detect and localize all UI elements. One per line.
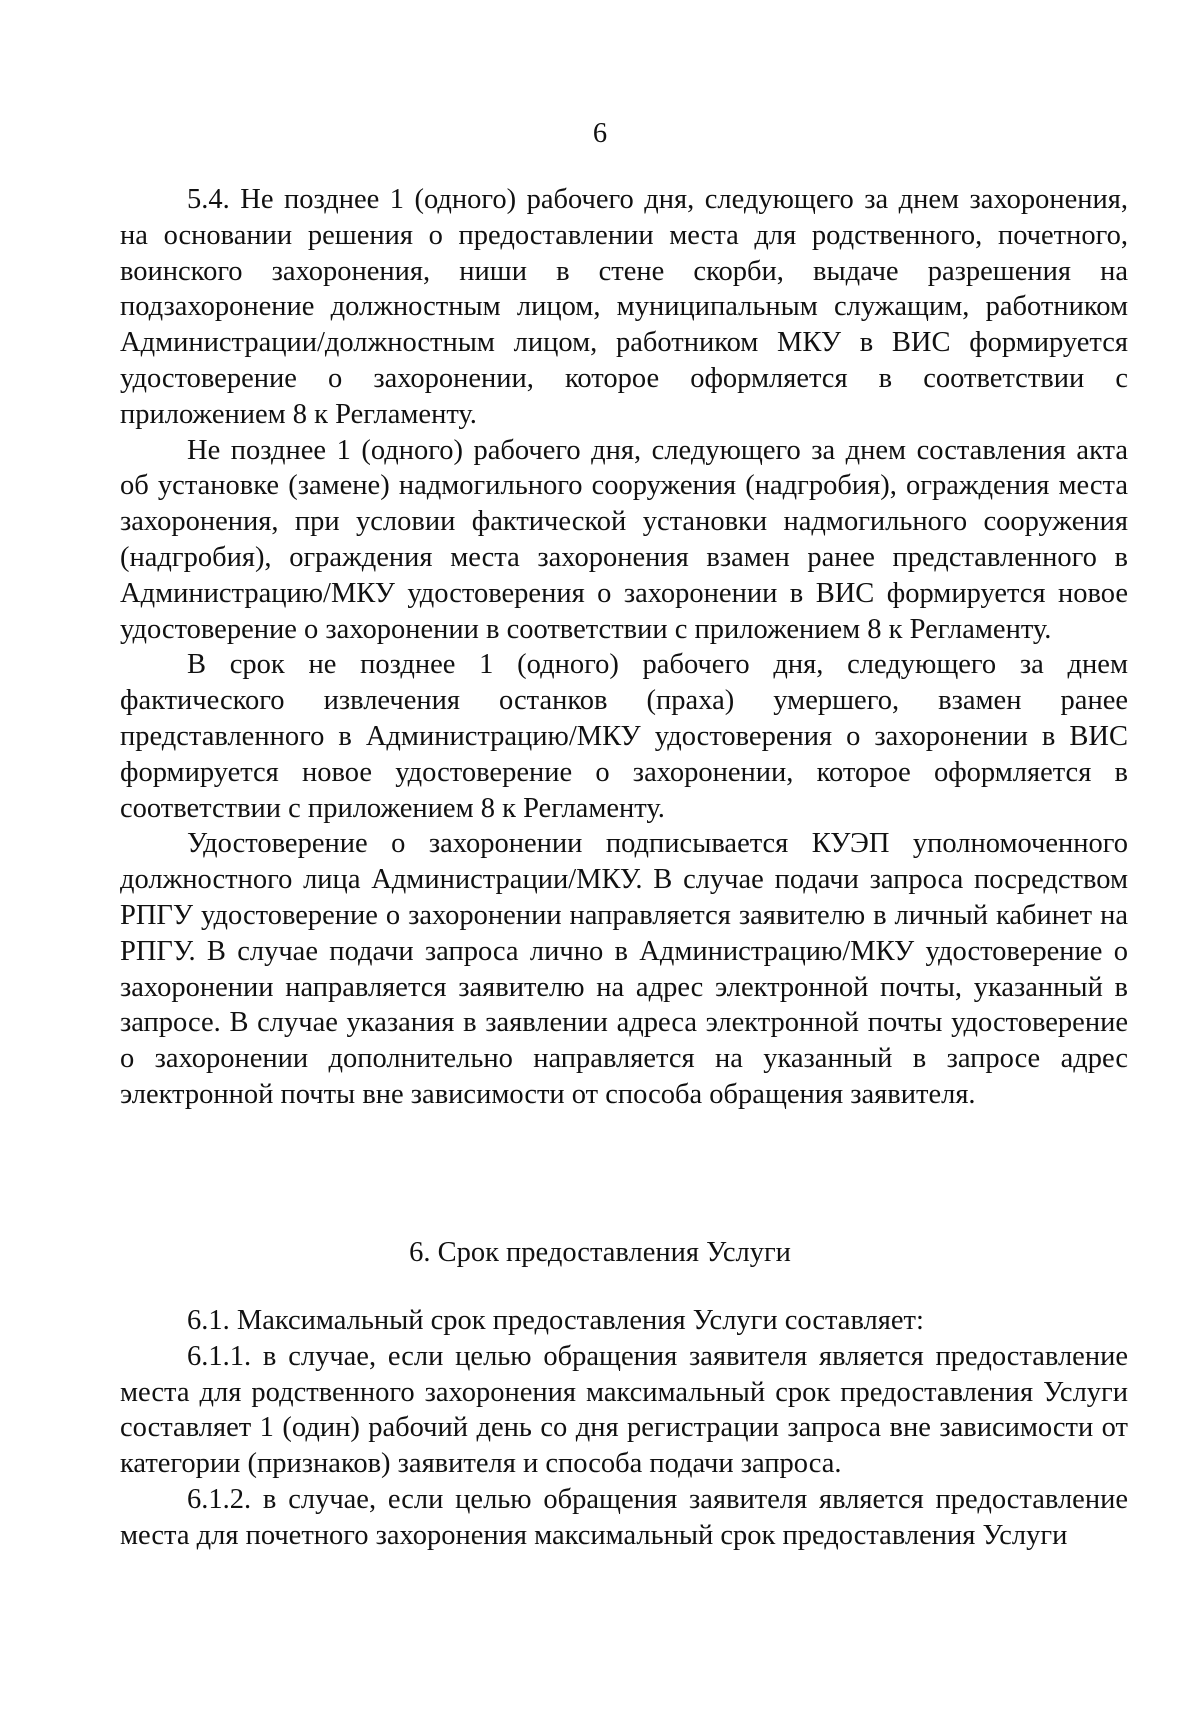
section-6-heading: 6. Срок предоставления Услуги [409, 1237, 791, 1268]
paragraph-6-1-2: 6.1.2. в случае, если целью обращения заявителя является предоставление места для почетного захоронения максимальный срок предоставления Услуги [120, 1483, 1128, 1551]
paragraph-5-4: 5.4. Не позднее 1 (одного) рабочего дня, следующего за днем захоронения, на основании решения о предоставлении места для родственного, почетного, воинского захоронения, ниши в стене скорби, выдаче разрешения на подзахоронение должностным лицом, муниципальным служащим, работником Администрации/должностным лицом, работником МКУ в ВИС формируется удостоверение о захоронении, которое оформляется в соответствии с приложением 8 к Регламенту. [120, 184, 1128, 430]
paragraph-new-certificate-exhumation: В срок не позднее 1 (одного) рабочего дня, следующего за днем фактического извлечения останков (праха) умершего, взамен ранее представленного в Администрацию/МКУ удостоверения о захоронении в ВИС формируется новое удостоверение о захоронении, которое оформляется в соответствии с приложением 8 к Регламенту. [120, 649, 1128, 824]
page-number: 6 [592, 118, 608, 149]
paragraph-certificate-signing: Удостоверение о захоронении подписывается КУЭП уполномоченного должностного лица Администрации/МКУ. В случае подачи запроса посредством РПГУ удостоверение о захоронении направляется заявителю в личный кабинет на РПГУ. В случае подачи запроса лично в Администрацию/МКУ удостоверение о захоронении направляется заявителю на адрес электронной почты, указанный в запросе. В случае указания в заявлении адреса электронной почты удостоверение о захоронении дополнительно направляется на указанный в запросе адрес электронной почты вне зависимости от способа обращения заявителя. [120, 828, 1128, 1110]
paragraph-new-certificate-monument: Не позднее 1 (одного) рабочего дня, следующего за днем составления акта об установке (замене) надмогильного сооружения (надгробия), ограждения места захоронения, при условии фактической установки надмогильного сооружения (надгробия), ограждения места захоронения взамен ранее представленного в Администрацию/МКУ удостоверения о захоронении в ВИС формируется новое удостоверение о захоронении в соответствии с приложением 8 к Регламенту. [120, 434, 1128, 645]
section-5-text [120, 182, 1128, 1113]
paragraph-6-1-1: 6.1.1. в случае, если целью обращения заявителя является предоставление места для родственного захоронения максимальный срок предоставления Услуги составляет 1 (один) рабочий день со дня регистрации запроса вне зависимости от категории (признаков) заявителя и способа подачи запроса. [120, 1340, 1128, 1480]
section-6-text [120, 1303, 1128, 1554]
paragraph-6-1: 6.1. Максимальный срок предоставления Услуги составляет: [187, 1305, 924, 1336]
